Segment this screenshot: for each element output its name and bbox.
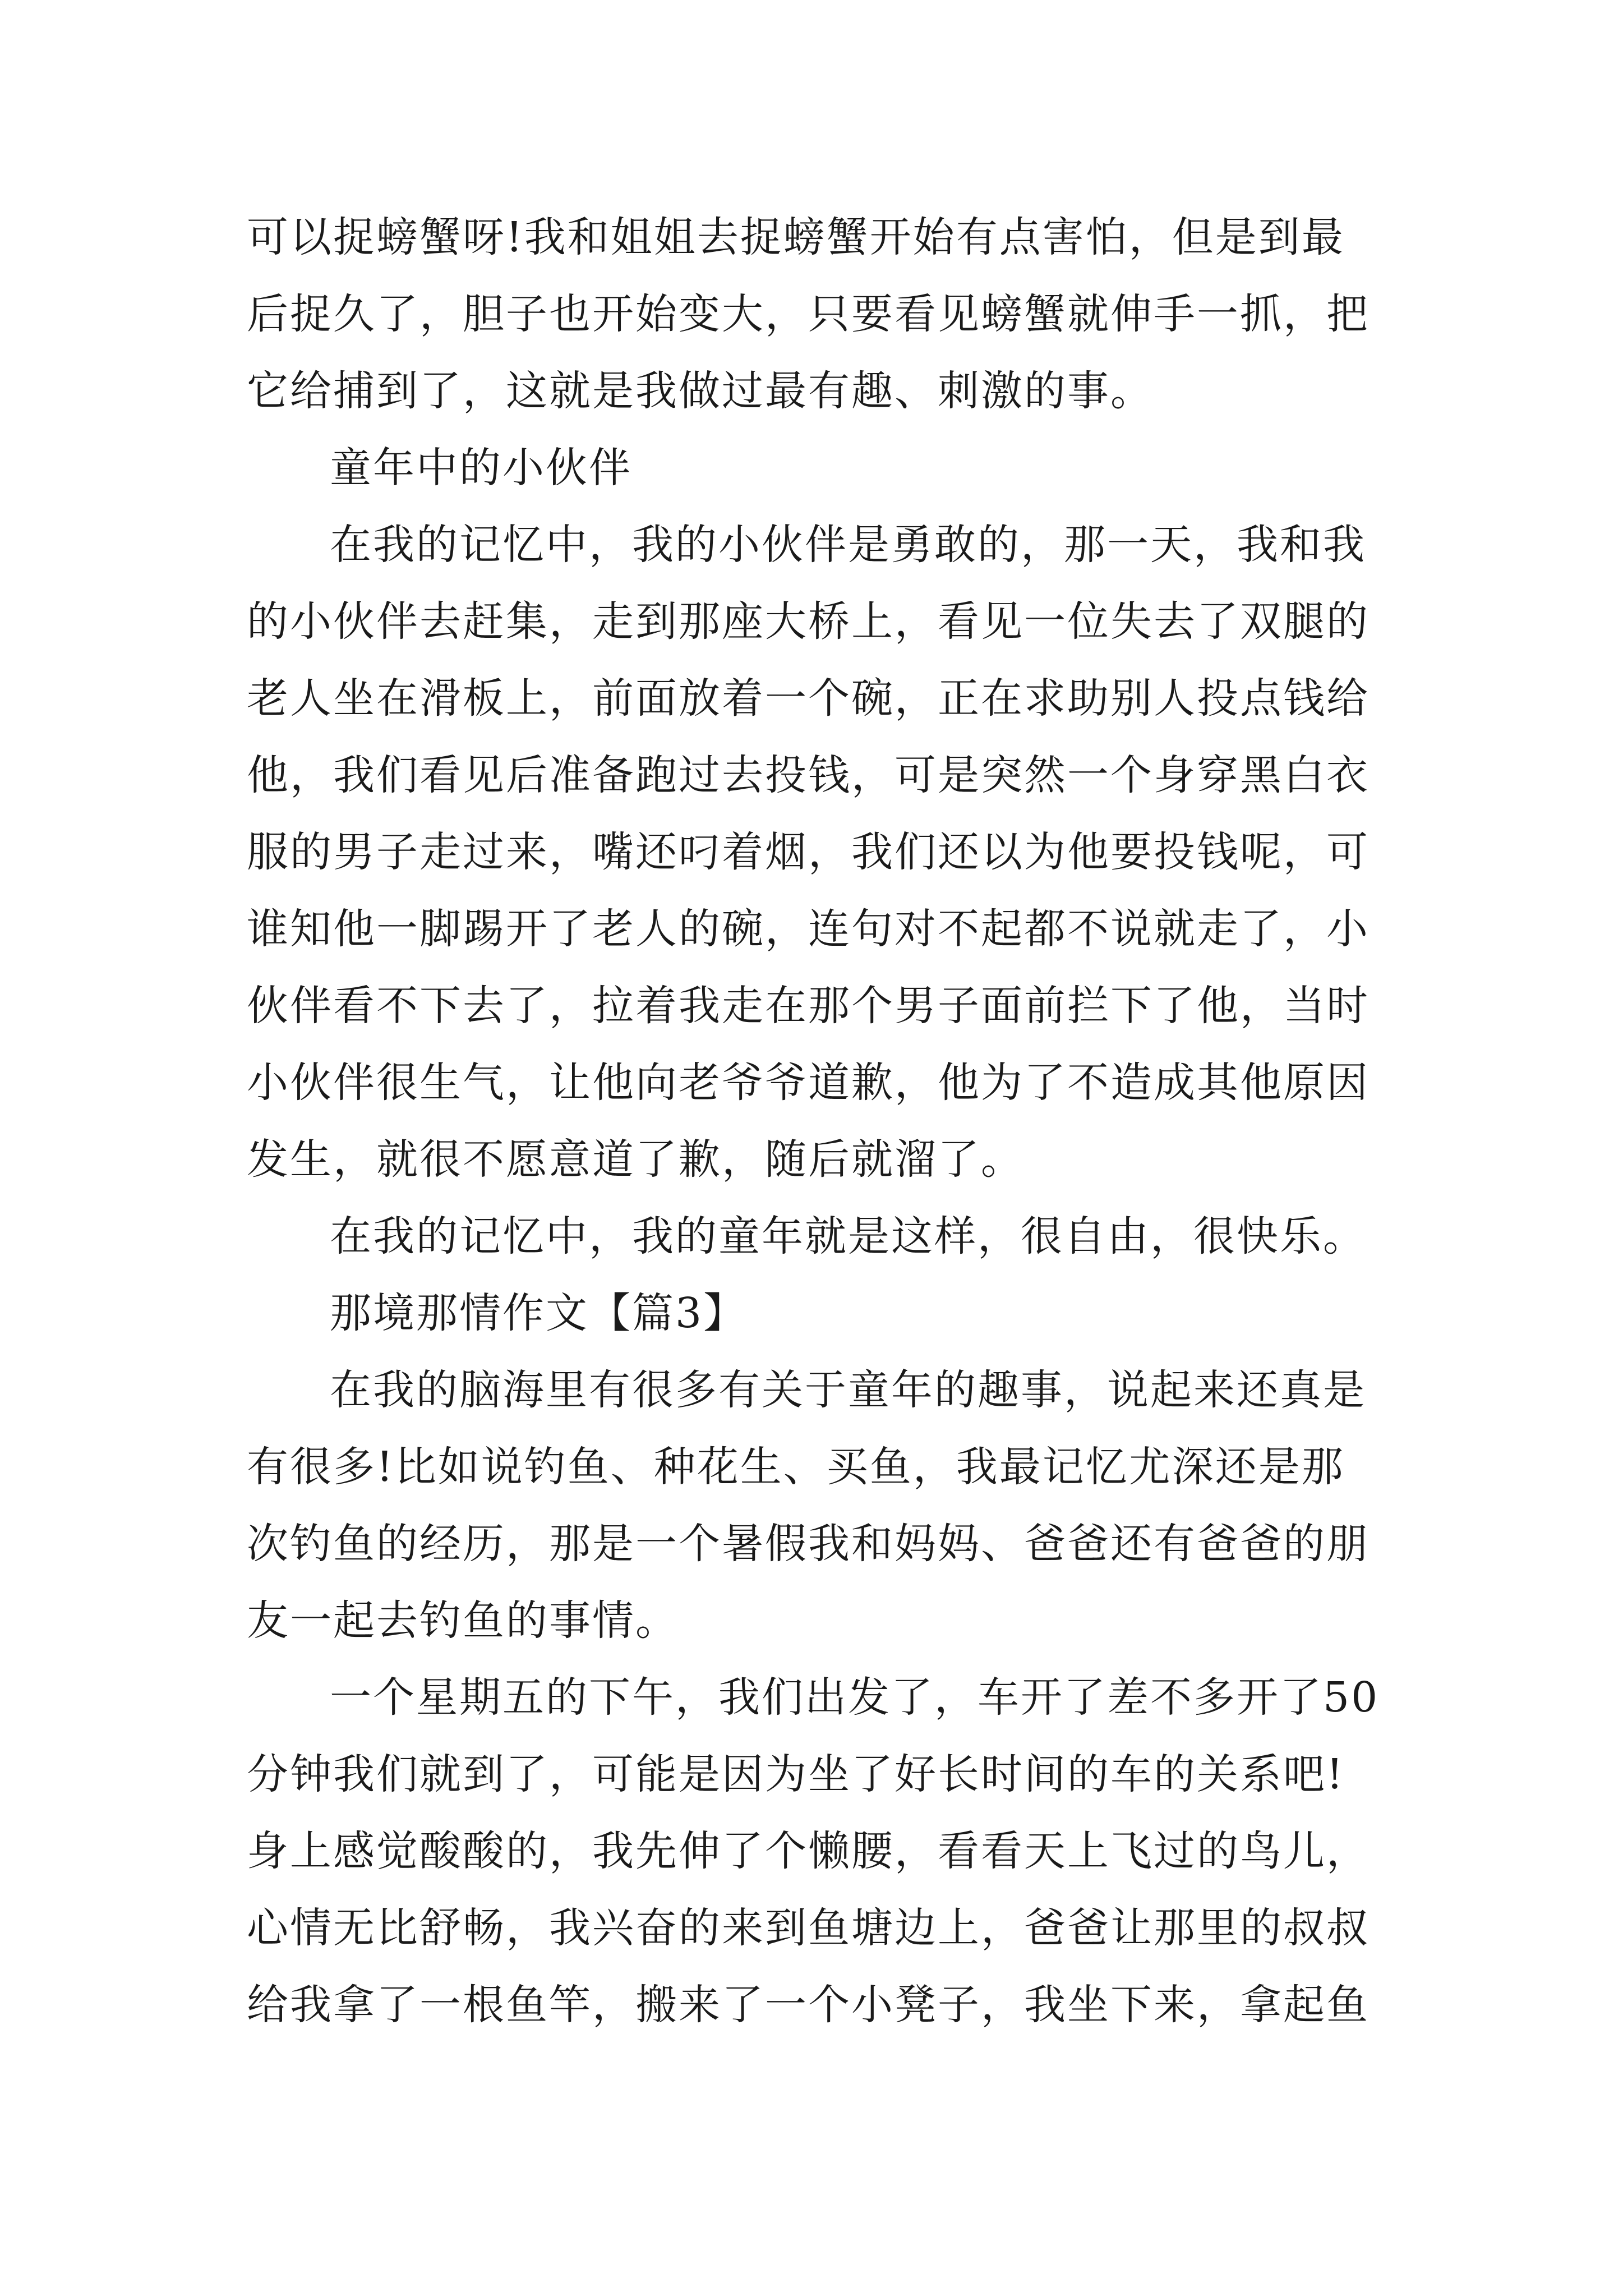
body-text bbox=[247, 199, 1391, 2044]
text-line: 在我的记忆中，我的童年就是这样，很自由，很快乐。 bbox=[330, 1212, 1366, 1260]
text-line: 有很多!比如说钓鱼、种花生、买鱼，我最记忆尤深还是那 bbox=[247, 1443, 1345, 1491]
text-line: 次钓鱼的经历，那是一个暑假我和妈妈、爸爸还有爸爸的朋 bbox=[247, 1520, 1370, 1568]
text-line: 一个星期五的下午，我们出发了，车开了差不多开了50 bbox=[330, 1673, 1380, 1722]
text-line: 发生，就很不愿意道了歉，随后就溜了。 bbox=[247, 1135, 1024, 1184]
text-line: 分钟我们就到了，可能是因为坐了好长时间的车的关系吧! bbox=[247, 1750, 1345, 1798]
text-line: 老人坐在滑板上，前面放着一个碗，正在求助别人投点钱给 bbox=[247, 674, 1370, 723]
text-line: 心情无比舒畅，我兴奋的来到鱼塘边上，爸爸让那里的叔叔 bbox=[247, 1904, 1370, 1952]
section-heading: 童年中的小伙伴 bbox=[330, 444, 632, 492]
text-line: 友一起去钓鱼的事情。 bbox=[247, 1596, 679, 1645]
text-line: 服的男子走过来，嘴还叼着烟，我们还以为他要投钱呢，可 bbox=[247, 828, 1370, 876]
text-line: 给我拿了一根鱼竿，搬来了一个小凳子，我坐下来，拿起鱼 bbox=[247, 1981, 1370, 2029]
text-line: 在我的记忆中，我的小伙伴是勇敢的，那一天，我和我 bbox=[330, 521, 1366, 569]
text-line: 在我的脑海里有很多有关于童年的趣事，说起来还真是 bbox=[330, 1366, 1366, 1414]
text-line: 身上感觉酸酸的，我先伸了个懒腰，看看天上飞过的鸟儿， bbox=[247, 1827, 1370, 1875]
text-line: 可以捉螃蟹呀!我和姐姐去捉螃蟹开始有点害怕，但是到最 bbox=[247, 213, 1345, 261]
section-heading: 那境那情作文【篇3】 bbox=[330, 1289, 747, 1337]
text-line: 后捉久了，胆子也开始变大，只要看见螃蟹就伸手一抓，把 bbox=[247, 290, 1370, 338]
text-line: 的小伙伴去赶集，走到那座大桥上，看见一位失去了双腿的 bbox=[247, 597, 1370, 646]
text-line: 小伙伴很生气，让他向老爷爷道歉，他为了不造成其他原因 bbox=[247, 1059, 1370, 1107]
text-line: 谁知他一脚踢开了老人的碗，连句对不起都不说就走了，小 bbox=[247, 905, 1370, 953]
text-line: 它给捕到了，这就是我做过最有趣、刺激的事。 bbox=[247, 367, 1154, 415]
text-line: 他，我们看见后准备跑过去投钱，可是突然一个身穿黑白衣 bbox=[247, 751, 1370, 799]
text-line: 伙伴看不下去了，拉着我走在那个男子面前拦下了他，当时 bbox=[247, 982, 1370, 1030]
